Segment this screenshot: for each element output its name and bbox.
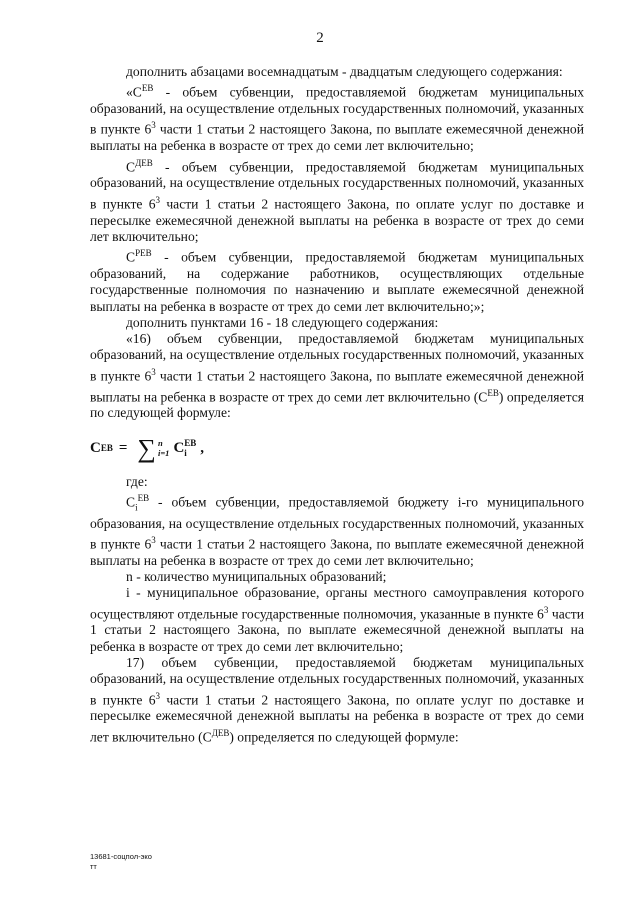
definition-i: i - муниципальное образование, органы местного самоуправления которого осуществляют отдельные государственные полномочия, указанные в пункте $6^3$ части 1 статьи 2 настоящего Закона, по выплате ежемесячной денежной выплаты на ребенка в возрасте от трех до семи лет включительно; — [90, 585, 584, 654]
definition-n: n - количество муниципальных образований; — [126, 568, 387, 584]
sum-limits: n i=1 — [157, 437, 170, 458]
where-label: где: — [126, 473, 148, 489]
footer-code: 13681-соцпол-эко — [90, 852, 152, 861]
document-footer — [90, 852, 152, 872]
point-16: «16) объем субвенции, предоставляемой бюджетам муниципальных образований, на осуществление отдельных государственных полномочий, указанных в пункте $6^3$ части 1 статьи 2 настоящего Закона, по выплате ежемесячной денежной выплаты на ребенка в возрасте от трех до семи лет включительно $(С^{ЕВ})$ определяется по следующей формуле: — [90, 331, 585, 421]
definition-ci-ev: $С_i^{ЕВ}$ - объем субвенции, предоставляемой бюджету i-го муниципального образования, на осуществление отдельных государственных полномочий, указанных в пункте $6^3$ части 1 статьи 2 настоящего Закона, по выплате ежемесячной денежной выплаты на ребенка в возрасте от трех до семи лет включительно; — [90, 492, 585, 568]
definition-c-rev: $С^{РЕВ}$ - объем субвенции, предоставляемой бюджетам муниципальных образований, на содержание работников, осуществляющих отдельные государственные полномочия по назначению и выплате ежемесячной денежной выплаты на ребенка в возрасте от трех до семи лет включительно;»; — [90, 248, 584, 314]
intro-points-paragraph: дополнить пунктами 16 - 18 следующего содержания: — [126, 314, 439, 330]
definition-c-ev: «$С^{ЕВ}$ - объем субвенции, предоставляемой бюджетам муниципальных образований, на осуществление отдельных государственных полномочий, указанных в пункте $6^3$ части 1 статьи 2 настоящего Закона, по выплате ежемесячной денежной выплаты на ребенка в возрасте от трех до семи лет включительно; — [90, 83, 585, 154]
formula-c-ev: С ЕВ = ∑ n i=1 С ЕВ i , — [90, 433, 205, 463]
intro-paragraph: дополнить абзацами восемнадцатым - двадцатым следующего содержания: — [126, 64, 563, 79]
document-body — [90, 64, 584, 745]
page-number: 2 — [316, 30, 324, 46]
footer-initials: тт — [90, 862, 97, 871]
point-17: 17) объем субвенции, предоставляемой бюджетам муниципальных образований, на осуществление отдельных государственных полномочий, указанных в пункте $6^3$ части 1 статьи 2 настоящего Закона, по оплате услуг по доставке и пересылке ежемесячной денежной выплаты на ребенка в возрасте от трех до семи лет включительно $(С^{ДЕВ})$ определяется по следующей формуле: — [90, 654, 585, 745]
sum-symbol: ∑ — [137, 433, 156, 463]
definition-c-dev: $С^{ДЕВ}$ - объем субвенции, предоставляемой бюджетам муниципальных образований, на осуществление отдельных государственных полномочий, указанных в пункте $6^3$ части 1 статьи 2 настоящего Закона, по оплате услуг по доставке и пересылке ежемесячной денежной выплаты на ребенка в возрасте от трех до семи лет включительно; — [90, 157, 585, 244]
